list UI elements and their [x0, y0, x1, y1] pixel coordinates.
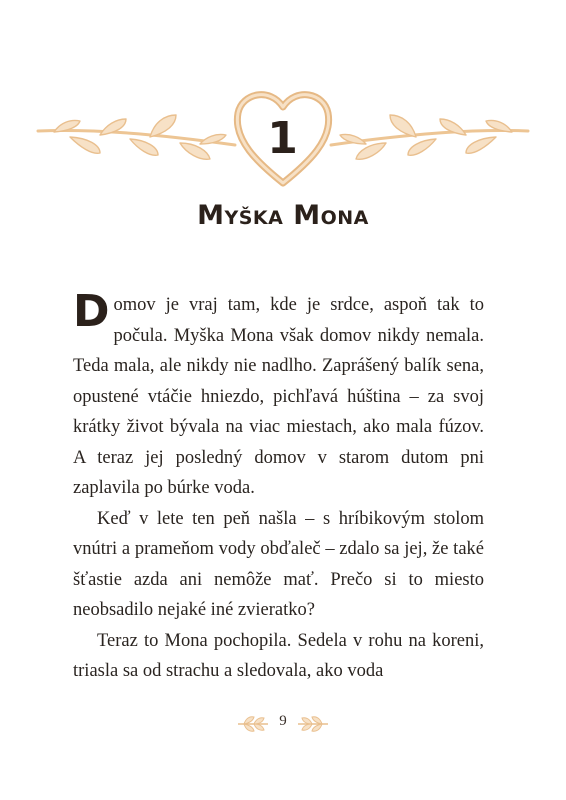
chapter-title: Myška Mona [197, 200, 369, 231]
paragraph-text: omov je vraj tam, kde je srdce, aspoň tak to počula. Myška Mona však domov nikdy nemala. Teda mala, ale nikdy nie nadlho. Zaprášený balík sena, opustené vtáčie hniezdo, pichľavá húština – za svoj krátky život bývala na viac miestach, ako mala fúzov. A teraz jej posledný domov v starom dutom pni zaplavila po búrke voda. [73, 295, 484, 498]
chapter-number: 1 [267, 113, 299, 164]
paragraph: Teraz to Mona pochopila. Sedela v rohu na koreni, triasla sa od strachu a sledovala, ako voda [73, 630, 484, 681]
chapter-body [73, 286, 484, 687]
paragraph [73, 286, 484, 504]
page-number: 9 [279, 713, 287, 729]
paragraph: Keď v lete ten peň našla – s hríbikovým stolom vnútri a prameňom vody obďaleč – zdalo sa jej, že také šťastie azda ani nemôže mať. Prečo si to miesto neobsadilo nejaké iné zvieratko? [73, 508, 484, 620]
drop-cap: D [73, 286, 110, 337]
